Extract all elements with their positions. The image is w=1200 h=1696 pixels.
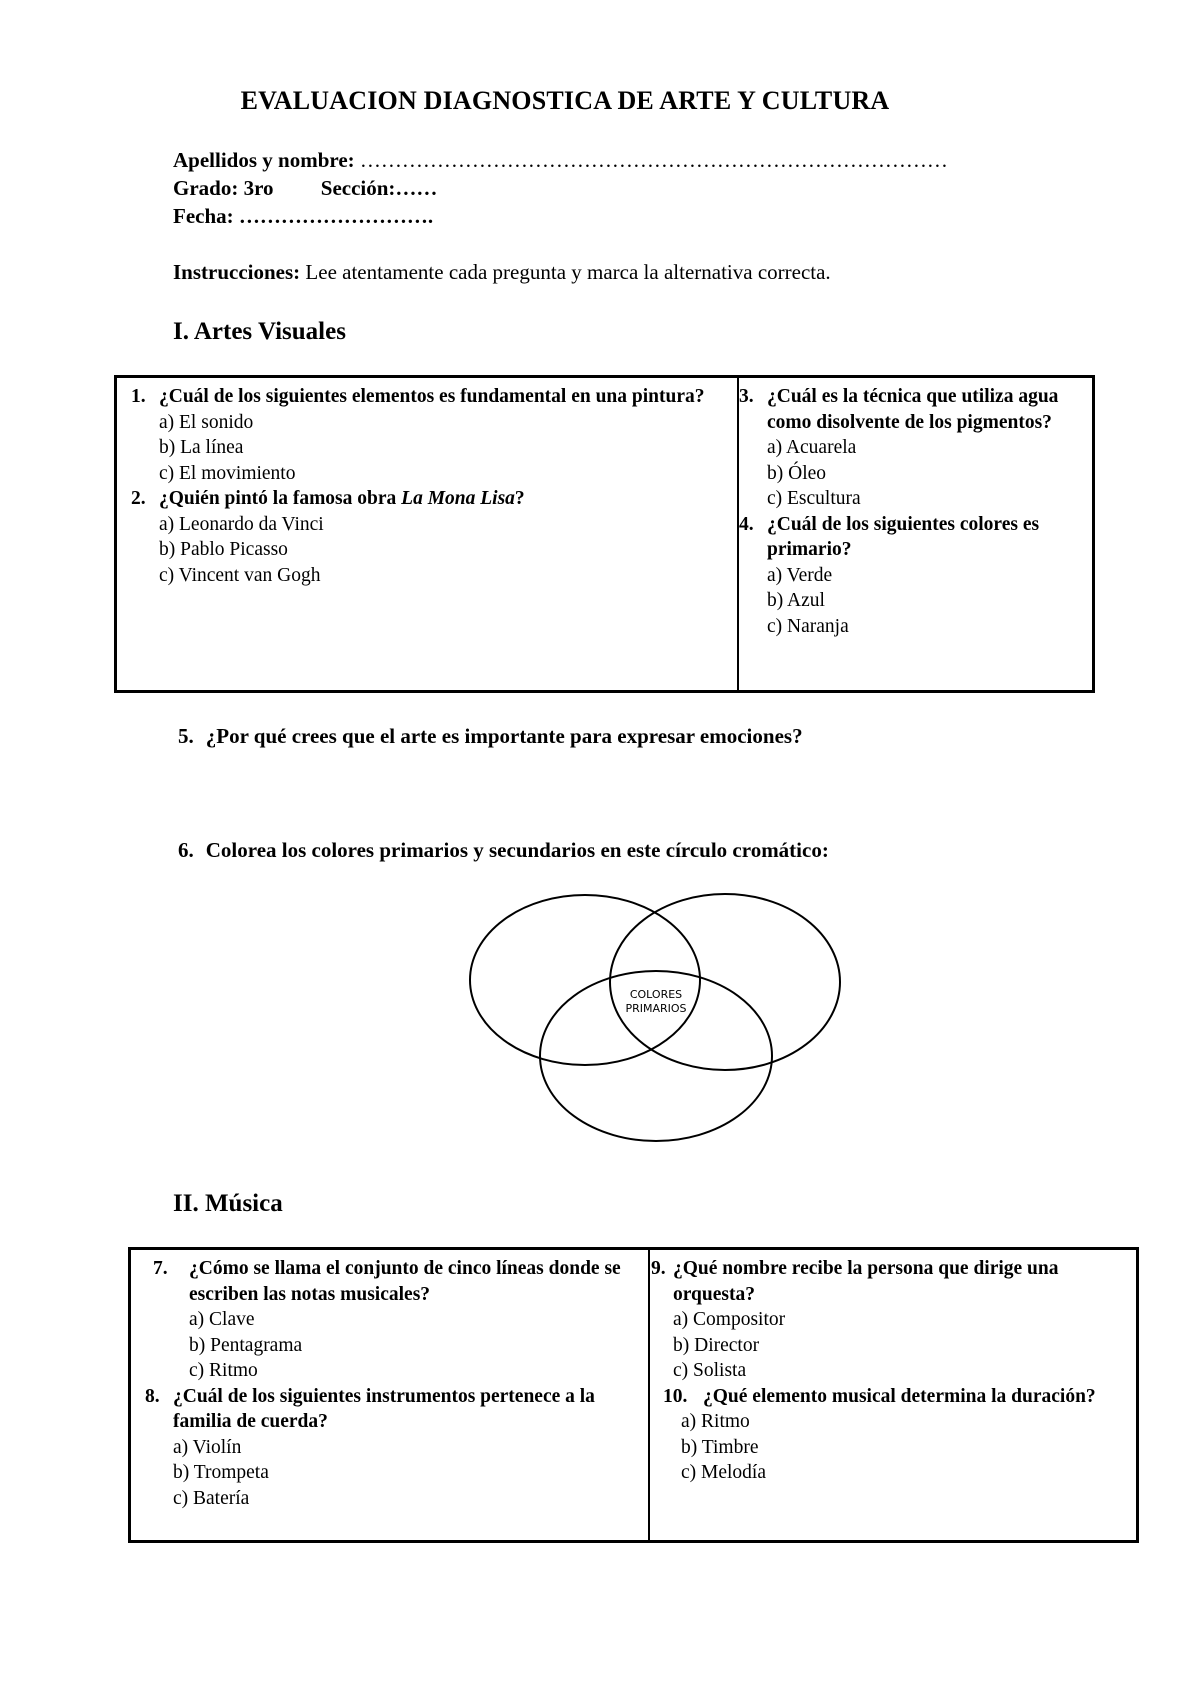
question-4-number: 4. [739,513,754,535]
question-6 [178,838,829,863]
color-wheel-venn-diagram [460,890,860,1150]
question-1-number: 1. [131,386,146,407]
question-2-text-end: ? [514,488,525,509]
question-10-option-a[interactable]: a) Ritmo [681,1411,750,1432]
question-3 [739,384,1084,435]
question-4-option-b[interactable]: b) Azul [767,590,825,611]
name-line [173,146,948,174]
venn-label-line2: PRIMARIOS [625,1002,687,1015]
question-10 [651,1384,1131,1410]
visual-left-column [131,384,721,588]
venn-circle-right[interactable] [610,894,840,1070]
question-7 [145,1256,640,1307]
question-2-artwork-title: La Mona Lisa [401,488,515,509]
question-6-number: 6. [178,838,194,862]
question-5-number: 5. [178,724,194,748]
question-7-text: ¿Cómo se llama el conjunto de cinco líneas donde se escriben las notas musicales? [189,1258,621,1305]
question-1 [131,384,721,410]
question-4 [739,512,1084,563]
question-8-option-b[interactable]: b) Trompeta [173,1462,269,1483]
question-6-text: Colorea los colores primarios y secundarios en este círculo cromático: [205,838,829,862]
venn-circle-left[interactable] [470,895,700,1065]
question-1-option-b[interactable]: b) La línea [159,437,244,458]
question-10-option-b[interactable]: b) Timbre [681,1436,759,1458]
question-9-option-a[interactable]: a) Compositor [673,1309,786,1330]
question-4-text: ¿Cuál de los siguientes colores es primario? [767,513,1040,560]
question-7-number: 7. [153,1258,168,1279]
grade-line [173,174,437,202]
section-music: II. Música [173,1190,283,1217]
question-9-option-c[interactable]: c) Solista [673,1360,747,1381]
question-1-option-a[interactable]: a) El sonido [159,411,254,433]
question-9-text: ¿Qué nombre recibe la persona que dirige una orquesta? [673,1258,1059,1305]
music-left-column [145,1256,640,1511]
grade-label: Grado: 3ro [173,176,274,200]
question-9 [651,1256,1131,1307]
music-question-box [128,1247,1139,1543]
question-2-option-a[interactable]: a) Leonardo da Vinci [159,513,324,535]
question-5 [178,724,803,749]
question-9-number: 9. [651,1258,666,1279]
question-3-number: 3. [739,386,754,407]
section-visual-arts: I. Artes Visuales [173,318,346,345]
date-label[interactable]: Fecha: ………………………. [173,204,434,228]
question-4-option-a[interactable]: a) Verde [767,564,833,586]
music-right-column [651,1256,1131,1486]
question-2 [131,486,721,512]
visual-arts-question-box [114,375,1095,693]
question-4-option-c[interactable]: c) Naranja [767,615,849,637]
name-blank[interactable]: ………………………………………………………………………… [359,148,948,172]
question-8-text: ¿Cuál de los siguientes instrumentos pertenece a la familia de cuerda? [173,1385,595,1432]
question-5-text: ¿Por qué crees que el arte es importante para expresar emociones? [205,724,803,748]
question-2-option-c[interactable]: c) Vincent van Gogh [159,564,321,586]
question-8-option-c[interactable]: c) Batería [173,1487,250,1509]
question-3-option-c[interactable]: c) Escultura [767,488,861,509]
question-8 [145,1384,640,1435]
section-label[interactable]: Sección:…… [320,176,438,200]
question-2-text: ¿Quién pintó la famosa obra [159,488,402,509]
name-label: Apellidos y nombre: [173,148,355,172]
question-2-number: 2. [131,488,146,509]
instructions [173,258,831,286]
question-10-option-c[interactable]: c) Melodía [681,1462,767,1483]
question-7-option-b[interactable]: b) Pentagrama [189,1334,303,1356]
question-2-option-b[interactable]: b) Pablo Picasso [159,539,288,560]
question-1-option-c[interactable]: c) El movimiento [159,462,296,484]
question-7-option-c[interactable]: c) Ritmo [189,1360,258,1381]
question-3-option-a[interactable]: a) Acuarela [767,437,857,458]
instructions-text: Lee atentamente cada pregunta y marca la alternativa correcta. [300,260,831,284]
question-8-option-a[interactable]: a) Violín [173,1436,242,1458]
question-1-text: ¿Cuál de los siguientes elementos es fundamental en una pintura? [159,386,705,407]
instructions-label: Instrucciones: [173,260,301,284]
question-3-option-b[interactable]: b) Óleo [767,462,827,484]
question-7-option-a[interactable]: a) Clave [189,1309,255,1330]
question-3-text: ¿Cuál es la técnica que utiliza agua como disolvente de los pigmentos? [767,386,1059,433]
question-9-option-b[interactable]: b) Director [673,1334,760,1356]
question-10-text: ¿Qué elemento musical determina la duración? [703,1385,1096,1407]
visual-right-column [739,384,1084,639]
date-line [173,202,433,230]
document-title: EVALUACION DIAGNOSTICA DE ARTE Y CULTURA [240,86,890,115]
question-8-number: 8. [145,1385,160,1407]
venn-label-line1: COLORES [629,988,683,1001]
box-divider [648,1250,650,1540]
question-10-number: 10. [663,1385,688,1407]
